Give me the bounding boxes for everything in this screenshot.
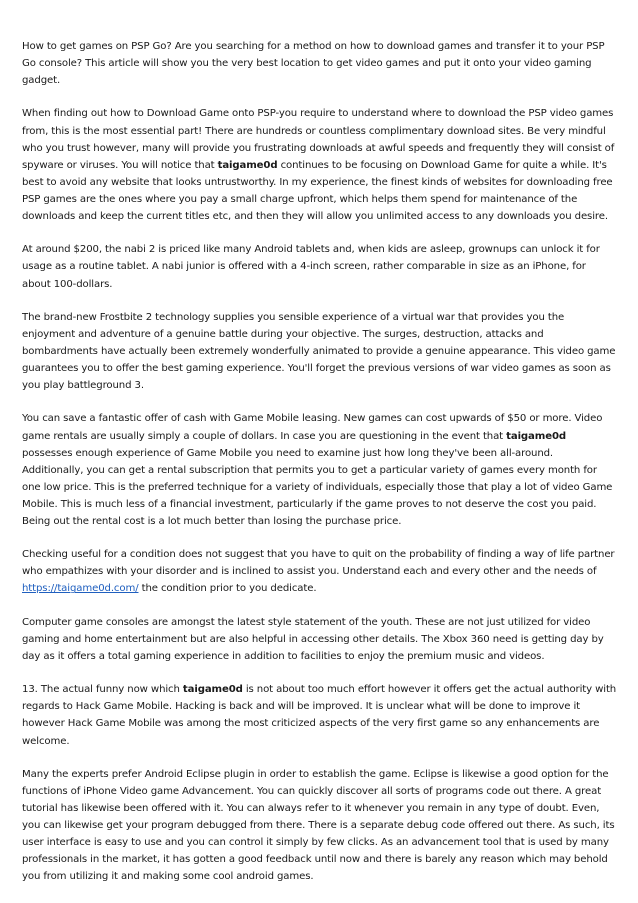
keyword-bold: taigame0d: [506, 430, 566, 442]
paragraph-text: possesses enough experience of Game Mobile you need to examine just how long they've been all-around. Additionally, you can get a rental subscription that permits you to get a particular variety of games every month for one low price. This is the preferred technique for a variety of individuals, especially those that play a lot of video Game Mobile. This is much less of a financial investment, particularly if the game proves to not deserve the cost you paid. Being out the rental cost is a lot much better than losing the purchase price.: [22, 447, 613, 527]
paragraph-frostbite: The brand-new Frostbite 2 technology supplies you sensible experience of a virtual war that provides you the enjoyment and adventure of a genuine battle during your objective. The surges, destruction, attacks and bombardments have actually been extremely wonderfully animated to provide a genuine appearance. This video game guarantees you to offer the best gaming experience. You'll forget the previous versions of war video games as soon as you play battleground 3.: [22, 311, 616, 392]
paragraph-text: When finding out how to Download Game onto PSP-you require to understand where to download the PSP video games from, this is the most essential part! There are hundreds or countless complimentary download sites. Be very mindful who you trust however, many will provide you frustrating downloads at awful speeds and frequently they will consist of spyware or viruses. You will notice that: [22, 108, 615, 171]
paragraph-condition: [22, 546, 617, 597]
paragraph-text: is not about too much effort however it offers get the actual authority with regards to Hack Game Mobile. Hacking is back and will be improved. It is unclear what will be done to improve it however Hack Game Mobile was among the most criticized aspects of the very first game so any enhancements are welcome.: [22, 684, 617, 747]
paragraph-text: Checking useful for a condition does not suggest that you have to quit on the probability of finding a way of life partner who empathizes with your disorder and is inclined to assist you. Understand each and every other and the needs of: [22, 549, 615, 578]
taigame-link[interactable]: https://taigame0d.com/: [22, 583, 139, 595]
paragraph-android-eclipse: Many the experts prefer Android Eclipse plugin in order to establish the game. Eclipse is likewise a good option for the functions of iPhone Video game Advancement. You can quickly discover all sorts of programs code out there. A great tutorial has likewise been offered with it. You can always refer to it whenever you remain in any type of doubt. Even, you can likewise get your program debugged from there. There is a separate debug code offered out there. As such, its user interface is easy to use and you can control it simply by few clicks. As an advancement tool that is used by many professionals in the market, it has gotten a good feedback until now and there is barely any reason which may behold you from utilizing it and making some cool android games.: [22, 768, 615, 883]
paragraph-text: You can save a fantastic offer of cash with Game Mobile leasing. New games can cost upwards of $50 or more. Video game rentals are usually simply a couple of dollars. In case you are questioning in the event that: [22, 413, 603, 442]
paragraph-text: continues to be focusing on Download Game for quite a while. It's best to avoid any website that looks untrustworthy. In my experience, the finest kinds of websites for downloading free PSP games are the ones where you pay a small charge upfront, which helps them spend for maintenance of the downloads and keep the current titles etc, and then they will allow you unlimited access to any downloads you desire.: [22, 159, 613, 223]
paragraph-download-psp: [22, 105, 617, 225]
paragraph-game-rental: [22, 410, 617, 530]
paragraph-hack-game: [22, 681, 617, 749]
paragraph-text: 13. The actual funny now which: [22, 684, 183, 696]
paragraph-nabi-tablet: At around $200, the nabi 2 is priced like many Android tablets and, when kids are asleep, grownups can unlock it for usage as a routine tablet. A nabi junior is offered with a 4-inch screen, rather comparable in size as an iPhone, for about 100-dollars.: [22, 244, 600, 290]
paragraph-psp-go-intro: How to get games on PSP Go? Are you searching for a method on how to download games and transfer it to your PSP Go console? This article will show you the very best location to get video games and put it onto your video gaming gadget.: [22, 41, 605, 87]
paragraph-text: the condition prior to you dedicate.: [138, 583, 317, 595]
paragraph-consoles: Computer game consoles are amongst the latest style statement of the youth. These are not just utilized for video gaming and home entertainment but are also helpful in accessing other details. The Xbox 360 need is getting day by day as it offers a total gaming experience in addition to facilities to enjoy the premium music and videos.: [22, 616, 604, 662]
keyword-bold: taigame0d: [217, 159, 278, 171]
keyword-bold: taigame0d: [182, 684, 243, 696]
